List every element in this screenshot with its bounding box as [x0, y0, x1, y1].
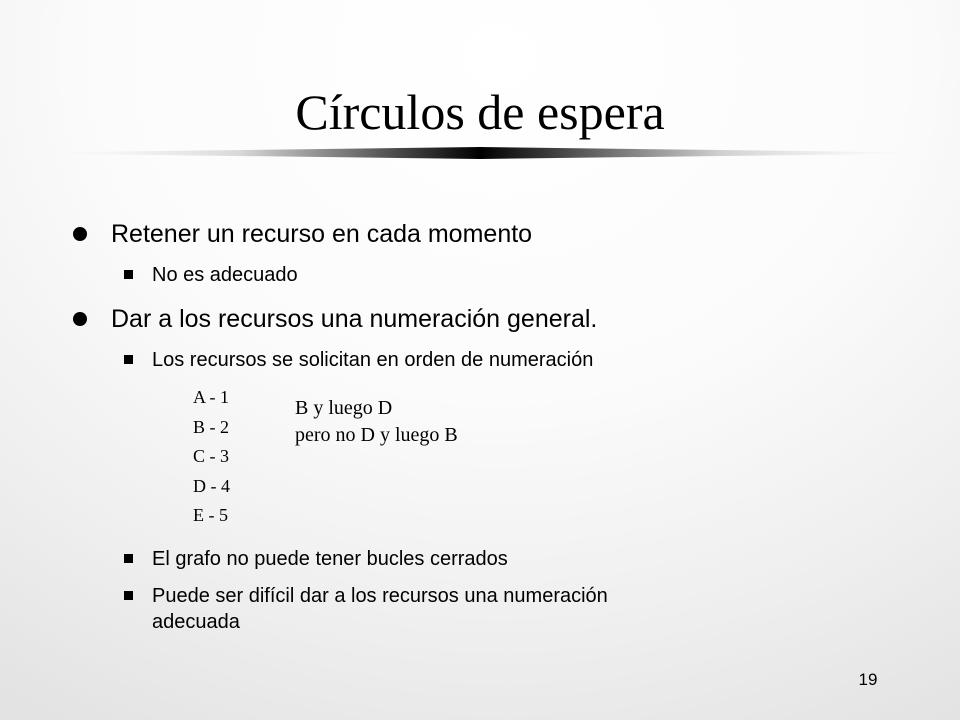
page-number: 19: [858, 670, 878, 689]
example-line: B y luego D: [295, 397, 393, 419]
subbullet-text-line: adecuada: [152, 611, 240, 633]
numbering-row: C - 3: [193, 446, 229, 466]
numbering-row: A - 1: [193, 387, 229, 407]
subbullet-orden-numeracion: [124, 347, 593, 373]
resource-numbering-list: [193, 383, 230, 531]
numbering-row: D - 4: [193, 475, 230, 496]
subbullet-text: Los recursos se solicitan en orden de numeración: [152, 349, 594, 371]
square-bullet-icon: [124, 591, 133, 600]
bullet-dar-numeracion: [73, 304, 597, 334]
numbering-row: E - 5: [193, 505, 228, 525]
title-underline-rule: [0, 146, 960, 160]
bullet-text: Retener un recurso en cada momento: [111, 220, 533, 248]
slide-title: Círculos de espera: [295, 84, 665, 140]
subbullet-text: [152, 583, 608, 635]
square-bullet-icon: [124, 270, 133, 279]
numbering-row: B - 2: [193, 416, 229, 437]
subbullet-no-adecuado: [124, 262, 298, 288]
subbullet-text-line: Puede ser difícil dar a los recursos una numeración: [152, 585, 608, 607]
square-bullet-icon: [124, 554, 133, 563]
square-bullet-icon: [124, 355, 133, 364]
subbullet-grafo-bucles: [124, 546, 508, 572]
round-bullet-icon: [73, 227, 87, 241]
ordering-example: [295, 395, 458, 449]
subbullet-text: El grafo no puede tener bucles cerrados: [152, 548, 508, 570]
example-line: pero no D y luego B: [295, 424, 458, 446]
subbullet-dificil-numeracion: [124, 583, 608, 635]
bullet-retener: [73, 219, 532, 249]
bullet-text: Dar a los recursos una numeración general.: [111, 305, 598, 333]
subbullet-text: No es adecuado: [152, 264, 298, 286]
round-bullet-icon: [73, 312, 87, 326]
